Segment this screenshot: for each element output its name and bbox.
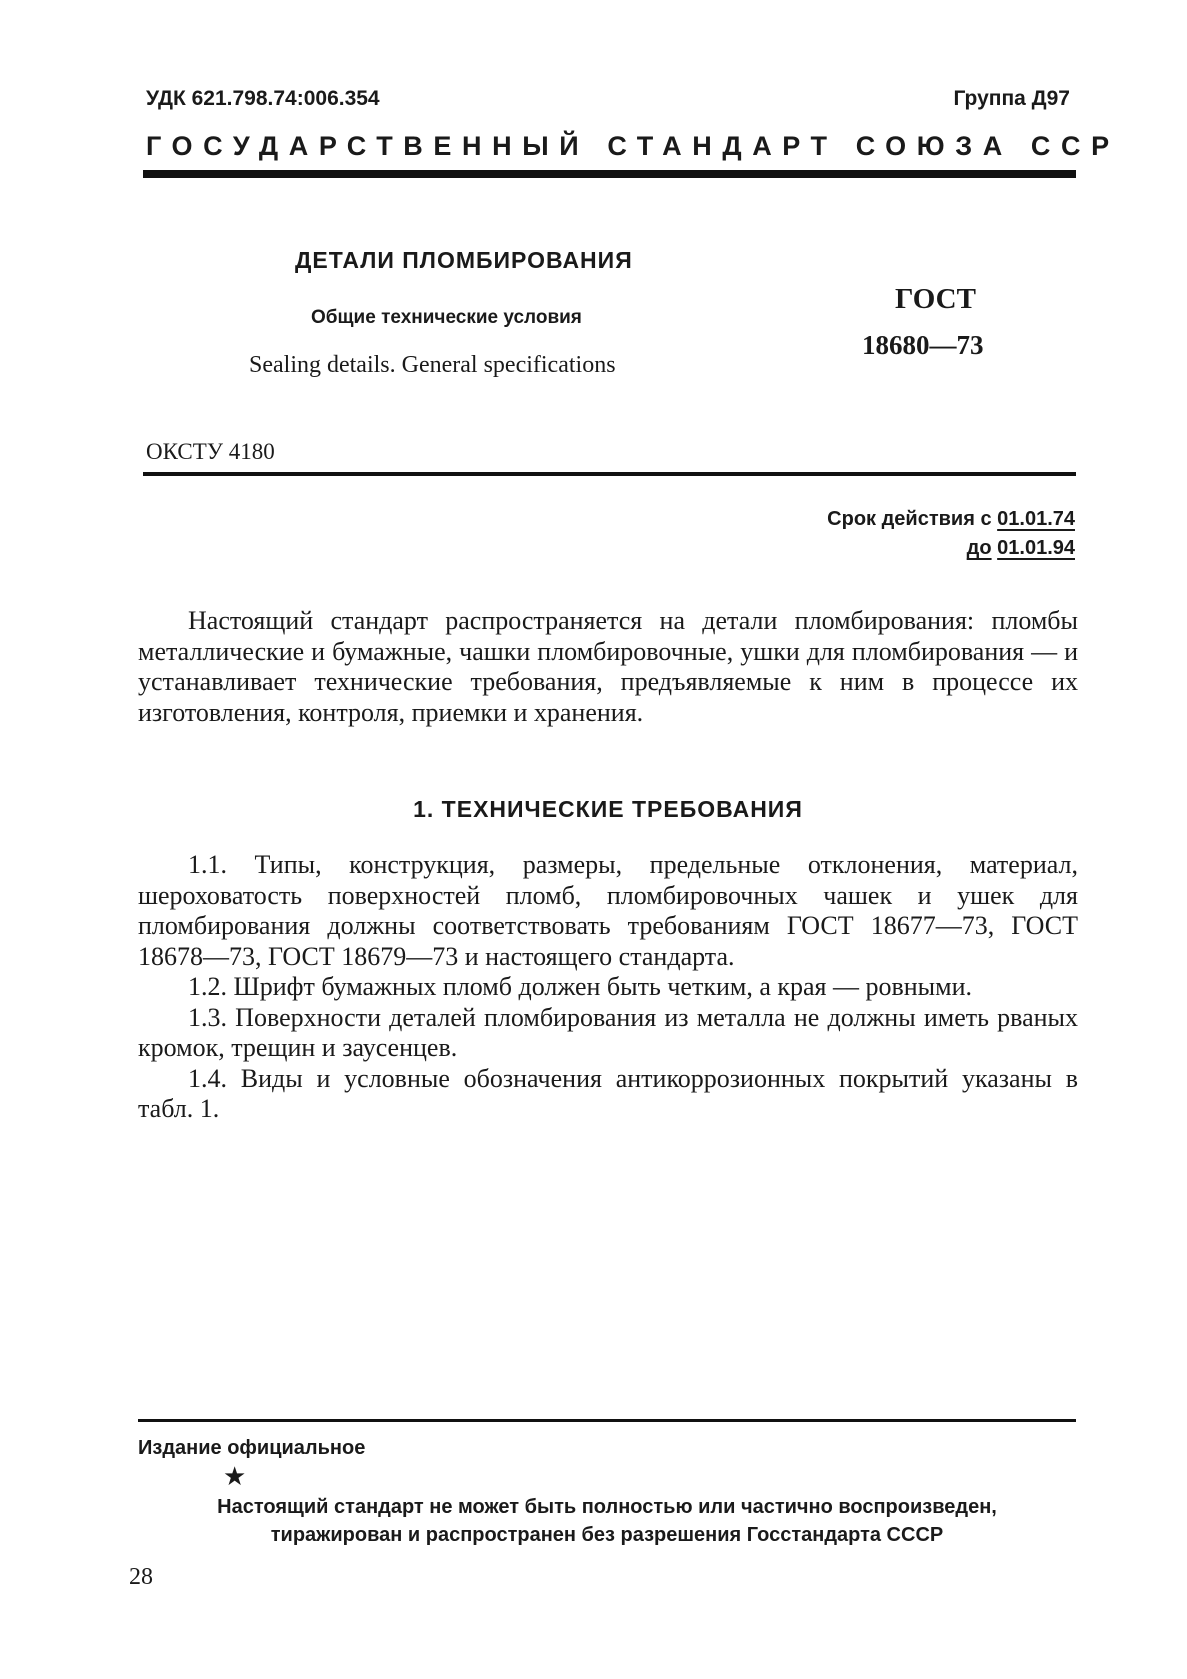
top-rule <box>143 170 1076 178</box>
subtitle-russian: Общие технические условия <box>311 307 582 328</box>
validity-from <box>715 505 1075 534</box>
middle-rule <box>143 472 1076 476</box>
validity-to-date: 01.01.94 <box>997 537 1075 559</box>
intro-paragraph <box>138 606 1078 728</box>
notice-line-2: тиражирован и распространен без разрешения Госстандарта СССР <box>270 1524 944 1546</box>
document-title: ДЕТАЛИ ПЛОМБИРОВАНИЯ <box>295 247 633 273</box>
star-icon: ★ <box>223 1462 247 1491</box>
group-code: Группа Д97 <box>953 87 1070 110</box>
clause-1-4: 1.4. Виды и условные обозначения антикоррозионных покрытий указаны в табл. 1. <box>138 1063 1078 1123</box>
edition-label: Издание официальное <box>138 1437 366 1459</box>
footer-rule <box>138 1419 1076 1422</box>
validity-from-label: Срок действия с <box>827 508 992 530</box>
gost-label: ГОСТ <box>895 283 976 315</box>
intro-text: Настоящий стандарт распространяется на детали пломбирования: пломбы металлические и бумажные, чашки пломбировочные, ушки для пломбирования — и устанавливает технические требования, предъявляемые к ним в процессе их изготовления, контроля, приемки и хранения. <box>138 606 1078 727</box>
clause-1-3: 1.3. Поверхности деталей пломбирования из металла не должны иметь рваных кромок, трещин и заусенцев. <box>138 1002 1078 1062</box>
page-number: 28 <box>129 1564 153 1590</box>
gost-number: 18680—73 <box>862 330 984 360</box>
validity-period <box>715 505 1075 563</box>
section-heading: 1. ТЕХНИЧЕСКИЕ ТРЕБОВАНИЯ <box>413 796 803 822</box>
okstu-code: ОКСТУ 4180 <box>146 439 275 464</box>
clause-1-2: 1.2. Шрифт бумажных пломб должен быть четким, а края — ровными. <box>188 972 973 1001</box>
validity-from-date: 01.01.74 <box>997 508 1075 530</box>
notice-line-1: Настоящий стандарт не может быть полностью или частично воспроизведен, <box>217 1496 997 1518</box>
clause-1-1: 1.1. Типы, конструкция, размеры, предельные отклонения, материал, шероховатость поверхностей пломб, пломбировочных чашек и ушек для пломбирования должны соответствовать требованиям ГОСТ 18677—73, ГОСТ 18678—73, ГОСТ 18679—73 и настоящего стандарта. <box>138 850 1078 971</box>
udk-code: УДК 621.798.74:006.354 <box>146 87 380 110</box>
validity-to-label: до <box>966 537 992 559</box>
state-standard-banner: ГОСУДАРСТВЕННЫЙ СТАНДАРТ СОЮЗА ССР <box>146 131 1120 161</box>
validity-to <box>715 534 1075 563</box>
copyright-notice <box>138 1493 1076 1549</box>
section-body <box>138 850 1078 1125</box>
subtitle-english: Sealing details. General specifications <box>249 352 616 378</box>
